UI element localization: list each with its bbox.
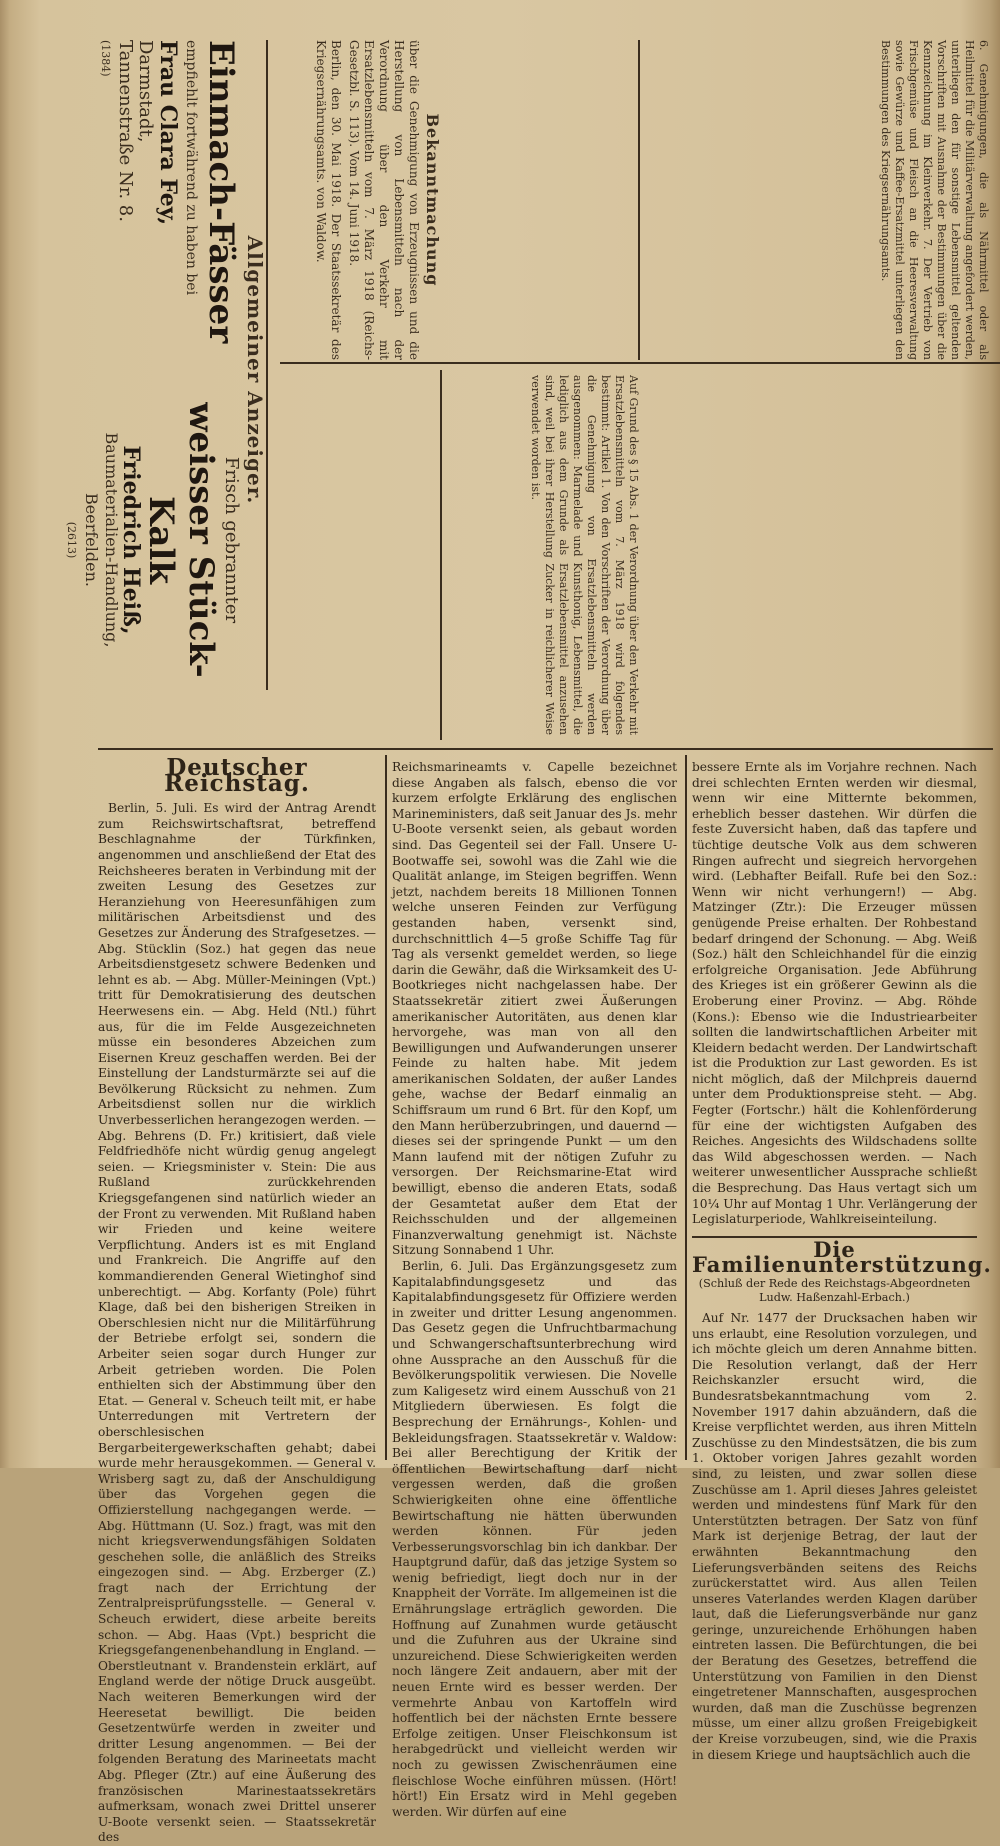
- ad2-city: Beerfelden.: [82, 493, 101, 587]
- section-rule: [692, 1236, 977, 1238]
- ad2-name: Friedrich Heiß,: [118, 445, 144, 635]
- notice-column-left: [280, 40, 440, 360]
- advertisement-column: [65, 40, 267, 700]
- ad2-ref: (2613): [65, 521, 78, 559]
- ad2-trade: Baumaterialien-Handlung,: [102, 432, 121, 648]
- family-support-paragraph: Auf Nr. 1477 der Drucksachen haben wir uns erlaubt, eine Resolution vorzulegen, und ich möchte gleich um deren Annahme bitten. Die Resolution verlangt, daß der Herr Reichskanzler ersucht wird, die Bundesratsbekanntmachung vom 2. November 1917 dahin abzuändern, daß die Kreise verpflichtet werden, aus ihren Mitteln Zuschüsse zu den Mindestsätzen, die bis zum 1. Oktober vorigen Jahres gezahlt worden sind, zu leisten, und zwar sollen diese Zuschüsse am 1. April dieses Jahres geleistet werden und mindestens fünf Mark für den Unterstützten betragen. Der Satz von fünf Mark ist derjenige Betrag, der laut der erwähnten Bekanntmachung den Lieferungsverbänden seitens des Reichs zurückerstattet wird. Aus allen Teilen unseres Vaterlandes werden Klagen darüber laut, daß die Lieferungsverbände nur ganz geringe, unzureichende Erhöhungen haben eintreten lassen. Die Befürchtungen, die bei der Beratung des Gesetzes, betreffend die Unterstützung von Familien in den Dienst eingetretener Mannschaften, ausgesprochen wurden, daß man die Zuschüsse begrenzen müsse, um einer allzu großen Freigebigkeit der Kreise vorzubeugen, sind, wie die Praxis in diesem Kriege und hauptsächlich auch die: [692, 1311, 977, 1762]
- ad1-headline: Einmach-Fässer: [201, 40, 241, 344]
- top-divider-rule: [98, 748, 993, 750]
- ad2-headline: weisser Stück-Kalk: [141, 402, 221, 678]
- column-rule-1: [385, 755, 387, 1460]
- reichstag-column: [98, 754, 376, 1845]
- ad1-name: Frau Clara Fey,: [155, 40, 181, 226]
- ads-section-title: Allgemeiner Anzeiger.: [243, 235, 267, 505]
- right-strip-rule: [638, 40, 640, 360]
- ad1-line: empfiehlt fortwährend zu haben bei: [183, 40, 199, 296]
- family-support-subtitle: (Schluß der Rede des Reichstags-Abgeordneten Ludw. Haßenzahl-Erbach.): [698, 1277, 971, 1304]
- middle-paragraph-2: Berlin, 6. Juli. Das Ergänzungsgesetz zum Kapitalabfindungsgesetz und das Kapitalabfindungsgesetz für Offiziere werden in zweiter und dritter Lesung angenommen. Das Gesetz gegen die Unfruchtbarmachung und Schwangerschaftsunterbrechung wird ohne Aussprache an den Ausschuß für die Bevölkerungspolitik verwiesen. Die Novelle zum Kaligesetz wird einem Ausschuß von 21 Mitgliedern überwiesen. Es folgt die Besprechung der Ernährungs-, Kohlen- und Bekleidungsfragen. Staatssekretär v. Waldow: Bei aller Berechtigung der Kritik der öffentlichen Bewirtschaftung darf nicht vergessen werden, daß die großen Schwierigkeiten ohne eine öffentliche Bewirtschaftung nie hätten überwunden werden können. Für jeden Verbesserungsvorschlag bin ich dankbar. Der Hauptgrund dafür, daß das jetzige System so wenig befriedigt, liegt doch nur in der Knappheit der Vorräte. Im allgemeinen ist die Ernährungslage erträglich geworden. Die Hoffnung auf Zunahmen wurde getäuscht und die Zufuhren aus der Ukraine sind unzureichend. Diese Schwierigkeiten werden noch längere Zeit andauern, aber mit der neuen Ernte wird es besser werden. Der vermehrte Anbau von Kartoffeln wird hoffentlich bei der nächsten Ernte bessere Erfolge zeitigen. Unser Fleischkonsum ist herabgedrückt und vielleicht werden wir noch zu gewissen Zwischenräumen eine fleischlose Woche einführen müssen. (Hört! hört!) Ein Ersatz wird in Mehl gegeben werden. Wir dürfen auf eine: [392, 1259, 677, 1819]
- notice-title: Bekanntmachung: [423, 113, 442, 287]
- right-paragraph-1: bessere Ernte als im Vorjahre rechnen. Nach drei schlechten Ernten werden wir diesmal, wenn wir eine Mitternte bekommen, erheblich besser dastehen. Wir dürfen die feste Zuversicht haben, daß das tapfere und tüchtige deutsche Volk aus dem schweren Ringen aufrecht und siegreich hervorgehen wird. (Lebhafter Beifall. Rufe bei den Soz.: Wenn wir nicht verhungern!) — Abg. Matzinger (Ztr.): Die Erzeuger müssen genügende Preise erhalten. Der Rohbestand bedarf dringend der Schonung. — Abg. Weiß (Soz.) hält den Schleichhandel für die einzig erfolgreiche Organisation. Jede Abführung des Krieges ist ein größerer Gewinn als die Eroberung einer Provinz. — Abg. Röhde (Kons.): Ebenso wie die Industriearbeiter sollten die landwirtschaftlichen Arbeiter mit Kleidern bedacht werden. Der Landwirtschaft ist die Produktion zur Last geworden. Es ist nicht möglich, daß der Milchpreis dauernd unter dem Produktionspreise steht. — Abg. Fegter (Fortschr.) hält die Kohlenförderung für eine der wichtigsten Aufgaben des Reiches. Angesichts des Wildschadens sollte das Wild abgeschossen werden. — Nach weiterer unwesentlicher Aussprache schließt die Besprechung. Das Haus vertagt sich um 10¼ Uhr auf Montag 1 Uhr. Verlängerung der Legislaturperiode, Wahlkreiseinteilung.: [692, 760, 977, 1227]
- right-column: [692, 760, 992, 1762]
- column-rule-2: [685, 755, 687, 1460]
- middle-paragraph-1: Reichsmarineamts v. Capelle bezeichnet diese Angaben als falsch, ebenso die vor kurzem erfolgte Erklärung des englischen Marineministers, daß seit Januar des Js. mehr U-Boote versenkt seien, als gebaut worden sind. Das Gegenteil sei der Fall. Unsere U-Bootwaffe sei, sowohl was die Zahl wie die Qualität anlange, im Steigen begriffen. Wenn jetzt, nachdem bereits 18 Millionen Tonnen welche unseren Feinden zur Verfügung gestanden haben, versenkt sind, durchschnittlich 4—5 große Schiffe Tag für Tag als versenkt gemeldet werden, so liege darin die Gewähr, daß die Wirksamkeit des U-Bootkrieges nicht nachgelassen habe. Der Staatssekretär zitiert zwei Äußerungen amerikanischer Autoritäten, aus denen klar hervorgehe, was man von all den Bewilligungen und Aufwanderungen unserer Feinde zu halten habe. Mit jedem amerikanischen Soldaten, der außer Landes gehe, wachse der Bedarf einmalig an Schiffsraum um rund 6 Brt. für den Kopf, um den Mann herüberzubringen, und dauernd — dieses sei der springende Punkt — um den Mann laufend mit der nötigen Zufuhr zu versorgen. Der Reichsmarine-Etat wird bewilligt, ebenso die anderen Etats, sodaß der Gesamtetat außer dem Etat der Reichsschulden und der allgemeinen Finanzverwaltung genehmigt ist. Nächste Sitzung Sonnabend 1 Uhr.: [392, 760, 677, 1258]
- family-support-title: Die Familienunterstützung.: [692, 1236, 992, 1278]
- notice-top-rule: [280, 362, 1000, 364]
- notice-closing: Berlin, den 30. Mai 1918. Der Staatssekretär des Kriegsernährungsamts. von Waldow.: [314, 40, 343, 360]
- ad2-top: Frisch gebrannter: [221, 456, 242, 624]
- middle-column: [392, 760, 677, 1819]
- notice-intro: über die Genehmigung von Erzeugnissen und die Herstellung von Lebensmitteln nach der Verordnung über den Verkehr mit Ersatzlebensmitteln vom 7. März 1918 (Reichs-Gesetzbl. S. 113). Vom 14. Juni 1918.: [347, 40, 421, 360]
- reichstag-title: Deutscher Reichstag.: [164, 754, 310, 797]
- ad1-ref: (1384): [99, 40, 112, 77]
- ad1-city: Darmstadt,: [135, 40, 156, 143]
- reichstag-paragraph: Berlin, 5. Juli. Es wird der Antrag Arendt zum Reichswirtschaftsrat, betreffend Beschlagnahme der Türkfinken, angenommen und anschließend der Etat des Reichsheeres beraten in Verbindung mit der zweiten Lesung des Gesetzes zur Heranziehung von Heeresunfähigen zum militärischen Arbeitsdienst und des Gesetzes zur Änderung des Strafgesetzes. — Abg. Stücklin (Soz.) hat gegen das neue Arbeitsdienstgesetz schwere Bedenken und lehnt es ab. — Abg. Müller-Meiningen (Vpt.) tritt für Demokratisierung des deutschen Heerwesens ein. — Abg. Held (Ntl.) führt aus, für die im Felde Ausgezeichneten müsse ein besonderes Abzeichen zum Eisernen Kreuz geschaffen werden. Bei der Einstellung der Landsturmärzte sei auf die Bevölkerung Rücksicht zu nehmen. Zum Arbeitsdienst sollen nur die wirklich Unverbesserlichen herangezogen werden. — Abg. Behrens (D. Fr.) kritisiert, daß viele Feldfriedhöfe nicht würdig genug angelegt seien. — Kriegsminister v. Stein: Die aus Rußland zurückkehrenden Kriegsgefangenen sind natürlich wieder an der Front zu verwenden. Mit Rußland haben wir Frieden und keine weitere Verpflichtung. Anders ist es mit England und Frankreich. Die Angriffe auf den kommandierenden General Wietinghof sind unberechtigt. — Abg. Korfanty (Pole) führt Klage, daß bei den bisherigen Streiken in Oberschlesien nicht nur die Militärführung der Betriebe erfolgt sei, sondern die Arbeiter seien sogar durch Hunger zur Arbeit getrieben worden. Die Polen enthielten sich der Abstimmung über den Etat. — General v. Scheuch teilt mit, er habe Unterredungen mit Vertretern der oberschlesischen Bergarbeitergewerkschaften gehabt; dabei wurde mehr herausgekommen. — General v. Wrisberg sagt zu, daß der Anschuldigung über das Vorgehen gegen die Offizierstellung nachgegangen werde. — Abg. Hüttmann (U. Soz.) fragt, was mit den nicht kriegsverwendungsfähigen Soldaten geschehen solle, die anläßlich des Streiks eingezogen sind. — Abg. Erzberger (Z.) fragt nach der Errichtung der Zentralpreisprüfungsstelle. — General v. Scheuch erwidert, diese arbeite bereits schon. — Abg. Haas (Vpt.) bespricht die Kriegsgefangenenbehandlung in England. — Oberstleutnant v. Brandenstein erklärt, auf England werde der nötige Druck ausgeübt. Nach weiteren Bemerkungen wird der Heeresetat bewilligt. Die beiden Gesetzentwürfe werden in zweiter und dritter Lesung angenommen. — Bei der folgenden Beratung des Marineetats macht Abg. Pfleger (Ztr.) auf eine Äußerung des französischen Marinestaatssekretärs aufmerksam, wonach zwei Drittel unserer U-Boote versenkt seien. — Staatssekretär des: [98, 801, 376, 1845]
- ad1-street: Tannenstraße Nr. 8.: [115, 40, 136, 222]
- notice-column-lower: [300, 375, 640, 735]
- notice-body: Auf Grund des § 15 Abs. 1 der Verordnung über den Verkehr mit Ersatzlebensmitteln vom 7. März 1918 wird folgendes bestimmt: Artikel 1. Von den Vorschriften der Verordnung über die Genehmigung von Ersatzlebensmitteln werden ausgenommen: Marmelade und Kunsthonig, Lebensmittel, die lediglich aus dem Grunde als Ersatzlebensmittel anzusehen sind, weil bei ihrer Herstellung Zucker in reichlicherer Weise verwendet worden ist.: [529, 375, 640, 735]
- right-strip-text: 6. Genehmigungen, die als Nährmittel oder als Heilmittel für die Militärverwaltung angefordert werden, unterliegen den für sonstige Lebensmittel geltenden Vorschriften mit Ausnahme der Bestimmungen über die Kennzeichnung im Kleinverkehr. 7. Der Vertrieb von Frischgemüse und Fleisch an die Heeresverwaltung sowie Gewürze und Kaffee-Ersatzmittel unterliegen den Bestimmungen des Kriegsernährungsamts.: [879, 40, 990, 360]
- right-strip-column: [660, 40, 990, 360]
